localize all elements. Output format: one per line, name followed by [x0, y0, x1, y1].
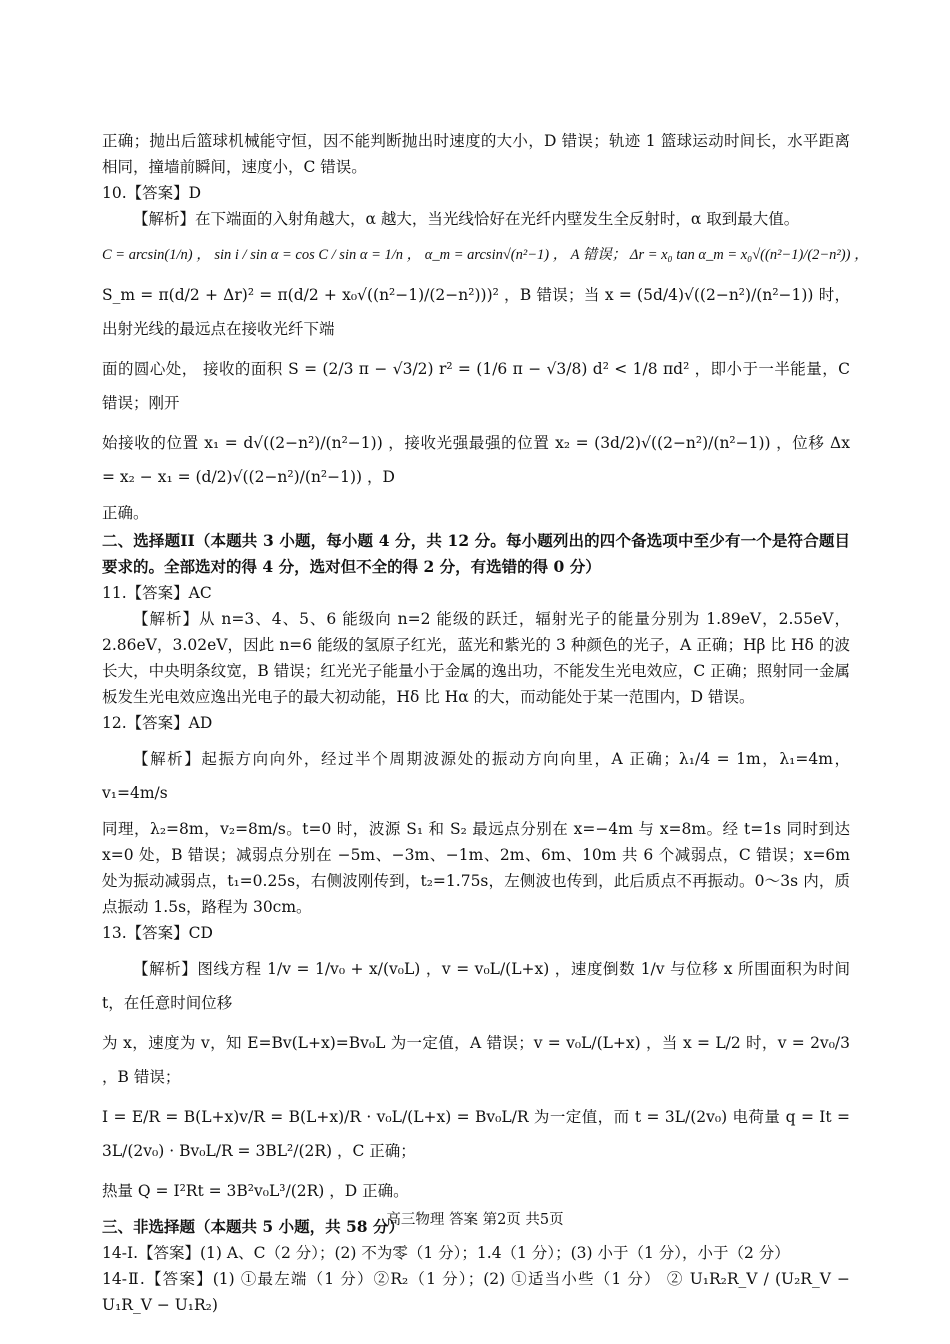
q12-analysis-rest: 同理，λ₂=8m，v₂=8m/s。t=0 时，波源 S₁ 和 S₂ 最远点分别在 x=−4m 与 x=8m。经 t=1s 同时到达 x=0 处，B 错误；减弱点分别在 −5m、−3m、−1m、2m、6m、10m 共 6 个减弱点，C 错误；x=6m 处为振动减弱点，t₁=0.25s，右侧波刚传到，t₂=1.75s，左侧波也传到，此后质点不再振动。0～3s 内，质点振动 1.5s，路程为 30cm。: [102, 820, 850, 916]
section-2-title: 二、选择题II（本题共 3 小题，每小题 4 分，共 12 分。每小题列出的四个备选项中至少有一个是符合题目要求的。全部选对的得 4 分，选对但不全的得 2 分，有选错的得 0 分）: [102, 531, 850, 576]
q13-analysis-line3: I = E/R = B(L+x)v/R = B(L+x)/R · v₀L/(L+x) = Bv₀L/R 为一定值，而 t = 3L/(2v₀) 电荷量 q = It = 3L/(2v₀) · Bv₀L/R = 3BL²/(2R) ，C 正确；: [102, 1108, 850, 1160]
q13-answer: 13.【答案】CD: [102, 924, 213, 942]
q14-part1-answer: 14-Ⅰ.【答案】(1) A、C（2 分）；(2) 不为零（1 分）；1.4（1 分）；(3) 小于（1 分），小于（2 分）: [102, 1244, 790, 1262]
section-3-title: 三、非选择题（本题共 5 小题，共 58 分）: [102, 1217, 404, 1236]
q10-end: 正确。: [102, 504, 149, 522]
q13-analysis-line1: 【解析】图线方程 1/v = 1/v₀ + x/(v₀L) ，v = v₀L/(L+x) ，速度倒数 1/v 与位移 x 所围面积为时间 t，在任意时间位移: [102, 960, 850, 1012]
q12-analysis-line1: 【解析】起振方向向外，经过半个周期波源处的振动方向向里，A 正确；λ₁/4 = 1m，λ₁=4m，v₁=4m/s: [102, 750, 850, 802]
q10-formula-line2: S_m = π(d/2 + Δr)² = π(d/2 + x₀√((n²−1)/(2−n²)))² ，B 错误；当 x = (5d/4)√((2−n²)/(n²−1)) 时，出射光线的最远点在接收光纤下端: [102, 286, 850, 338]
answer-content: [102, 128, 869, 1318]
intro-paragraph: 正确；抛出后篮球机械能守恒，因不能判断抛出时速度的大小，D 错误；轨迹 1 篮球运动时间长，水平距离相同，撞墙前瞬间，速度小，C 错误。: [102, 132, 850, 176]
q10-formula-line4: 始接收的位置 x₁ = d√((2−n²)/(n²−1)) ，接收光强最强的位置 x₂ = (3d/2)√((2−n²)/(n²−1)) ，位移 Δx = x₂ − x₁ = (d/2)√((2−n²)/(n²−1)) ，D: [102, 434, 850, 486]
q10-formula-line1: C = arcsin(1/n) ， sin i / sin α = cos C / sin α = 1/n ， α_m = arcsin√(n²−1) ， A 错误； Δr = x₀ tan α_m = x₀√((n²−1)/(2−n²)) ，: [102, 247, 869, 263]
q10-answer: 10.【答案】D: [102, 184, 202, 202]
q13-analysis-line2: 为 x，速度为 v，知 E=Bv(L+x)=Bv₀L 为一定值，A 错误；v = v₀L/(L+x) ，当 x = L/2 时，v = 2v₀/3 ，B 错误；: [102, 1034, 850, 1086]
q13-analysis-line4: 热量 Q = I²Rt = 3B²v₀L³/(2R) ，D 正确。: [102, 1182, 409, 1200]
q11-answer: 11.【答案】AC: [102, 584, 212, 602]
q14-part2-answer: 14-Ⅱ.【答案】(1) ①最左端（1 分）②R₂（1 分）；(2) ①适当小些（1 分） ② U₁R₂R_V / (U₂R_V − U₁R_V − U₁R₂): [102, 1270, 850, 1314]
page-footer: 高三物理 答案 第2页 共5页: [386, 1212, 564, 1228]
q10-formula-line3: 面的圆心处， 接收的面积 S = (2/3 π − √3/2) r² = (1/6 π − √3/8) d² < 1/8 πd² ，即小于一半能量，C 错误；刚开: [102, 360, 850, 412]
q10-analysis-line1: 【解析】在下端面的入射角越大，α 越大，当光线恰好在光纤内壁发生全反射时，α 取到最大值。: [133, 210, 800, 228]
q12-answer: 12.【答案】AD: [102, 714, 213, 732]
q11-analysis: 【解析】从 n=3、4、5、6 能级向 n=2 能级的跃迁，辐射光子的能量分别为 1.89eV，2.55eV，2.86eV，3.02eV，因此 n=6 能级的氢原子红光，蓝光和紫光的 3 种颜色的光子，A 正确；Hβ 比 Hδ 的波长大，中央明条纹宽，B 错误；红光光子能量小于金属的逸出功，不能发生光电效应，C 正确；照射同一金属板发生光电效应逸出光电子的最大初动能，Hδ 比 Hα 的大，而动能处于某一范围内，D 错误。: [102, 610, 850, 706]
